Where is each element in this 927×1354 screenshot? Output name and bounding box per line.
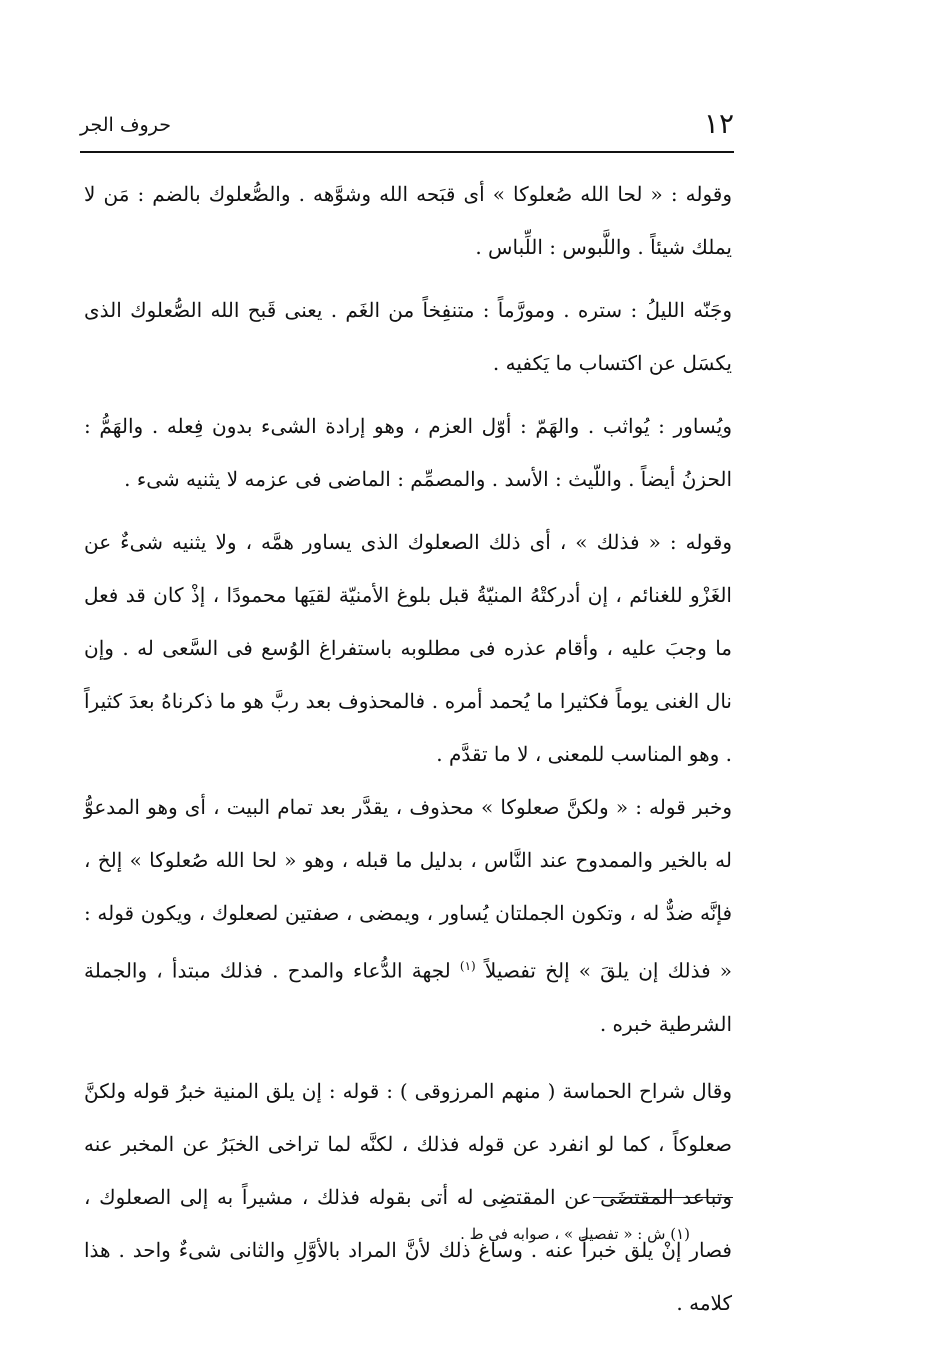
header-rule: [80, 151, 734, 153]
paragraph-3: ويُساور : يُواثب . والهَمّ : أوّل العزم ، وهو إرادة الشىء بدون فِعله . والهَمُّ : الحزنُ أيضاً . واللّيث : الأسد . والمصمِّم : الماضى فى عزمه لا يثنيه شىء .: [84, 414, 732, 491]
paragraph-6: وقال شراح الحماسة ( منهم المرزوقى ) : قوله : إن يلق المنية خبرُ قوله ولكنَّ صعلوكاً ، كما لو انفرد عن قوله فذلك ، لكنَّه لما تراخى الخبَرُ عن المخبر عنه وتباعد المقتضَى عن المقتضِى له أتى بقوله فذلك ، مشيراً به إلى الصعلوك ، فصار إنْ يلق خبراً عنه . وساغ ذلك لأنَّ المراد بالأوَّلِ والثانى شىءٌ واحد . هذا كلامه .: [84, 1078, 733, 1315]
page-number: ١٢: [703, 107, 734, 140]
footnote-text: ش : « تفصيل » ، صوابه فى ط .: [460, 1225, 666, 1243]
footnote-marker: (١): [670, 1225, 690, 1243]
paragraph-5-text-b: لجهة الدُّعاء والمدح . فذلك مبتدأ ، والجملة الشرطية خبره .: [84, 958, 732, 1036]
paragraph-1: وقوله : « لحا الله صُعلوكا » أى قبَحه الله وشوَّهه . والصُّعلوك بالضم : مَن لا يملك شيئاً . واللَّبوس : اللِّباس .: [84, 182, 732, 259]
footnote: [300, 1219, 690, 1249]
paragraph-5: [84, 781, 732, 1051]
paragraph-4-text: وقوله : « فذلك » ، أى ذلك الصعلوك الذى يساور همَّه ، ولا يثنيه شىءٌ عن الغَزْو للغنائم ، إن أدركتْهُ المنيّةُ قبل بلوغ الأمنيّة لقيَها محمودًا ، إذْ كان قد فعل ما وجبَ عليه ، وأقام عذره فى مطلوبه باستفراغ الوُسع فى السَّعى له . وإن نال الغنى يوماً فكثيرا ما يُحمد أمره . فالمحذوف بعد ربَّ هو ما ذكرناهُ بعدَ كثيراً . وهو المناسب للمعنى ، لا ما تقدَّم .: [84, 530, 732, 766]
paragraph-5-text-a: وخبر قوله : « ولكنَّ صعلوكا » محذوف ، يقدَّر بعد تمام البيت ، أى وهو المدعوُّ له بالخير والممدوح عند النَّاس ، بدليل ما قبله ، وهو « لحا الله صُعلوكا » إلخ ، فإنَّه ضدٌّ له ، وتكون الجملتان يُساور ، ويمضى ، صفتين لصعلوك ، ويكون قوله : « فذلك إن يلقَ » إلخ تفصيلاً: [84, 795, 733, 983]
page-body: [84, 168, 732, 1330]
paragraph-2: وجَنّه الليلُ : ستره . ومورَّماً : متنفِخاً من الغَم . يعنى قَبح الله الصُّعلوك الذى يكسَل عن اكتساب ما يَكفيه .: [84, 298, 732, 375]
footnote-rule: [593, 1197, 733, 1198]
footnote-reference: (١): [459, 959, 476, 973]
page-header: [80, 106, 734, 146]
running-title: حروف الجر: [80, 114, 171, 136]
paragraph-4: [84, 516, 732, 781]
